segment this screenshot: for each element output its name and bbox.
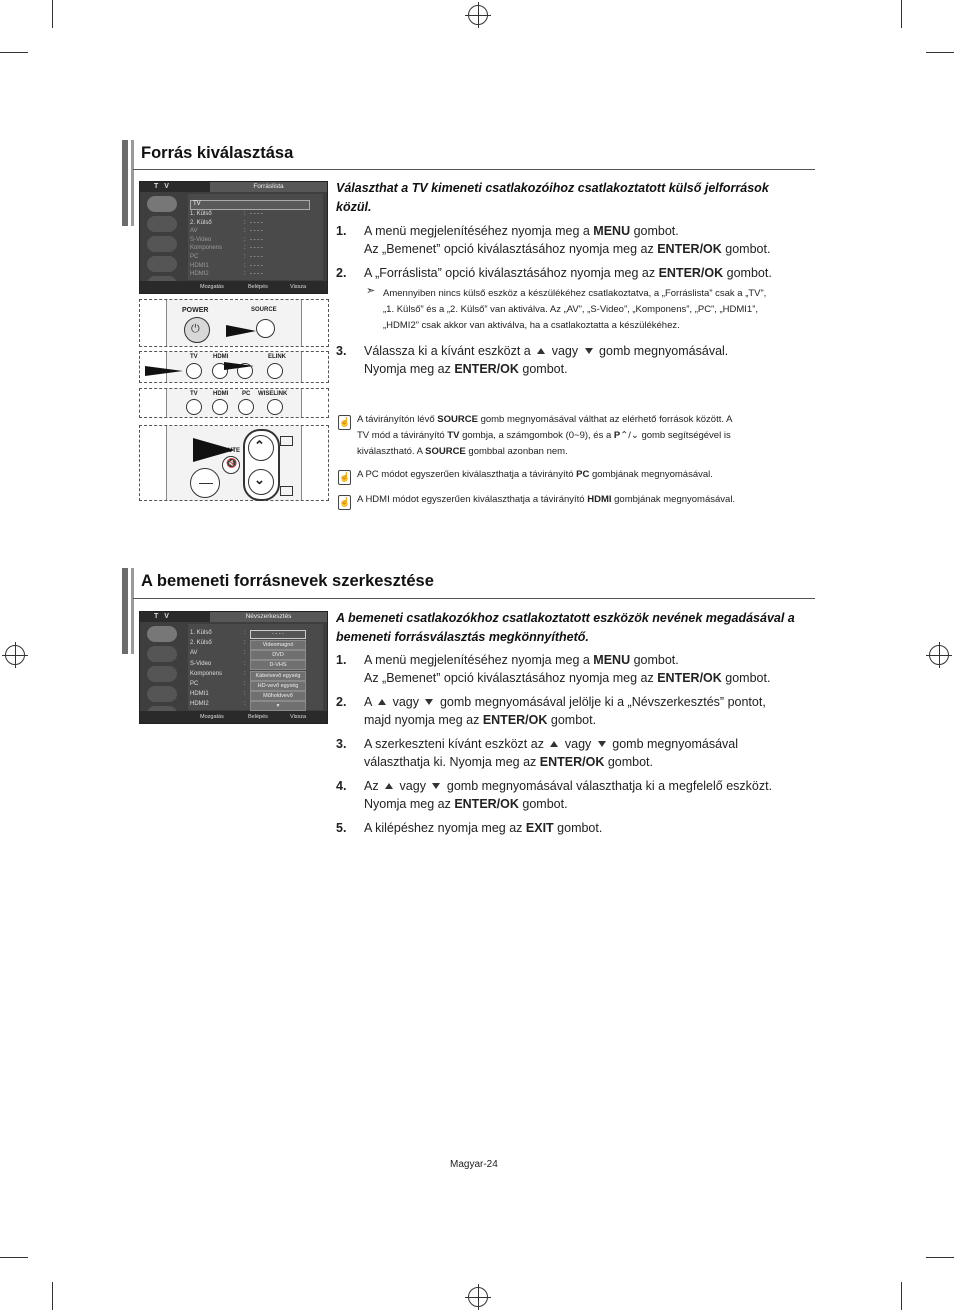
screen-header (140, 182, 327, 192)
crop-mark (52, 0, 53, 28)
row-colon: : (244, 211, 246, 217)
screen-footer (140, 281, 327, 293)
note-hand-icon: ☝ (338, 495, 351, 510)
note-hand-icon: ☝ (338, 470, 351, 485)
row-colon: : (244, 254, 246, 260)
elink-label: ELINK (268, 354, 286, 360)
device-option[interactable]: DVD (250, 650, 306, 660)
more-options-arrow-icon[interactable]: ▾ (250, 701, 306, 711)
note-hand-icon: ☝ (338, 415, 351, 430)
page-down-icon (280, 486, 293, 496)
elink-button[interactable] (267, 363, 283, 379)
crop-mark (926, 52, 954, 53)
registration-mark-icon (468, 5, 488, 25)
name-edit-screen (139, 611, 328, 724)
source-row-label[interactable]: HDMI1 (190, 262, 209, 269)
name-edit-pane (188, 624, 323, 710)
source-list-pane (188, 194, 323, 280)
name-edit-row-label[interactable]: HDMI2 (190, 701, 209, 708)
row-colon: : (244, 262, 246, 269)
row-colon: : (244, 236, 246, 243)
screen-tv-label: T V (154, 613, 171, 620)
registration-mark-icon (468, 1287, 488, 1307)
hdmi-label: HDMI (213, 391, 229, 397)
screen-footer (140, 711, 327, 723)
crop-mark (901, 0, 902, 28)
row-colon: : (244, 660, 246, 667)
minus-icon: — (199, 474, 213, 490)
pc-button[interactable] (238, 399, 254, 415)
step-text: A szerkeszteni kívánt eszközt az vagy gomb megnyomásával választhatja ki. Nyomja meg az ENTER/OK gombot. (364, 737, 739, 769)
section-title: Forrás kiválasztása (141, 144, 294, 162)
volume-down-button[interactable] (190, 468, 220, 498)
screen-title: Forráslista (210, 182, 327, 192)
section1-note-1: A távirányítón lévő SOURCE gomb megnyomásával válthat az elérhető források között. A TV mód a távirányító TV gombja, a számgombok (0~9), és a P⌃/⌄ gomb segítségével is kiválasztható. A SOURCE gombbal azonban nem. (357, 414, 733, 457)
row-colon: : (244, 630, 246, 636)
first-value-box[interactable]: - - - - (250, 630, 306, 639)
source-row-label[interactable]: Komponens (190, 245, 223, 252)
device-option[interactable]: HD-vevő egység (250, 681, 306, 691)
sound-menu-icon (147, 666, 177, 682)
tv-button[interactable] (186, 363, 202, 379)
up-arrow-icon (537, 348, 545, 354)
wiselink-label: WISELINK (258, 391, 288, 397)
source-row-label[interactable]: 1. Külső (190, 211, 212, 217)
down-arrow-icon (432, 783, 440, 789)
section1-step-1 (336, 222, 806, 258)
input-menu-icon (147, 626, 177, 642)
registration-mark-icon (929, 645, 949, 665)
source-row-label[interactable]: AV (190, 228, 198, 235)
down-arrow-icon (585, 348, 593, 354)
source-row-value: - - - - (250, 271, 263, 278)
row-colon: : (244, 219, 246, 226)
device-option[interactable]: Műholdvevő (250, 691, 306, 701)
crop-mark (0, 52, 28, 53)
step-text: Válassza ki a kívánt eszközt a vagy gomb megnyomásával. Nyomja meg az ENTER/OK gombot. (364, 344, 729, 376)
row-colon: : (244, 681, 246, 687)
section1-step-3 (336, 342, 806, 378)
footer-enter: Belépés (248, 714, 268, 720)
name-edit-row-label[interactable]: S-Video (190, 660, 212, 667)
chevron-up-icon: ⌃ (254, 438, 265, 453)
step-text: A kilépéshez nyomja meg az EXIT gombot. (364, 821, 603, 835)
row-colon: : (244, 691, 246, 698)
input-menu-icon (147, 196, 177, 212)
name-edit-row-label[interactable]: 2. Külső (190, 640, 212, 647)
row-colon: : (244, 650, 246, 657)
section-bar (131, 568, 134, 654)
device-option[interactable]: Kábelvevő egység (250, 671, 306, 681)
source-row-value: - - - - (250, 236, 263, 243)
page-up-icon (280, 436, 293, 446)
row-colon: : (244, 228, 246, 235)
tv-label: TV (190, 391, 198, 397)
row-colon: : (244, 245, 246, 252)
step-text: Az vagy gomb megnyomásával választhatja ki a megfelelő eszközt. Nyomja meg az ENTER/OK gombot. (364, 779, 773, 811)
channel-menu-icon (147, 686, 177, 702)
name-edit-row-label[interactable]: PC (190, 681, 199, 687)
step-number: 3. (336, 344, 347, 358)
registration-mark-icon (5, 645, 25, 665)
source-button[interactable] (256, 319, 275, 338)
step-number: 1. (336, 224, 347, 238)
name-edit-row-label[interactable]: HDMI1 (190, 691, 209, 698)
power-button[interactable] (184, 317, 210, 343)
section1-note-2: A PC módot egyszerűen kiválaszthatja a távirányító PC gombjának megnyomásával. (357, 469, 713, 480)
step-text: A vagy gomb megnyomásával jelölje ki a „Névszerkesztés” pontot, majd nyomja meg az ENTER/OK gombot. (364, 695, 766, 727)
up-arrow-icon (550, 741, 558, 747)
pointer-arrow-icon (226, 325, 256, 337)
crop-mark (52, 1282, 53, 1310)
step-number: 5. (336, 821, 347, 835)
section1-note-3: A HDMI módot egyszerűen kiválaszthatja a távirányító HDMI gombjának megnyomásával. (357, 494, 736, 505)
remote-panel-channel (139, 425, 329, 501)
section2-intro: A bemeneti csatlakozókhoz csatlakoztatott eszközök nevének megadásával a bemeneti forrásválasztás megkönnyíthető. (336, 611, 795, 644)
down-arrow-icon (425, 699, 433, 705)
section-bar (122, 140, 128, 226)
channel-down-button[interactable] (248, 469, 274, 495)
source-row-value: - - - - (250, 211, 263, 217)
picture-menu-icon (147, 216, 177, 232)
chevron-down-icon: ⌄ (630, 430, 639, 441)
power-icon: ⏻ (191, 323, 200, 335)
sound-menu-icon (147, 236, 177, 252)
source-row-label[interactable]: 2. Külső (190, 219, 212, 226)
name-edit-row-label[interactable]: Komponens (190, 670, 223, 677)
step-number: 4. (336, 779, 347, 793)
step-number: 2. (336, 695, 347, 709)
row-colon: : (244, 670, 246, 677)
wiselink-button[interactable] (267, 399, 283, 415)
channel-rocker (243, 429, 280, 501)
page-number: Magyar-24 (450, 1159, 498, 1170)
arrow-note-icon: ➣ (366, 285, 376, 297)
step-number: 2. (336, 266, 347, 280)
hdmi-label: HDMI (213, 354, 229, 360)
crop-mark (901, 1282, 902, 1310)
row-colon: : (244, 271, 246, 278)
screen-tv-label: T V (154, 183, 171, 190)
section-title: A bemeneti forrásnevek szerkesztése (141, 572, 434, 590)
footer-back: Vissza (290, 714, 307, 720)
channel-up-button[interactable] (248, 435, 274, 461)
step-text: A „Forráslista” opció kiválasztásához nyomja meg az ENTER/OK gombot. (364, 266, 772, 280)
device-option[interactable]: Videomagnó (250, 640, 306, 650)
row-colon: : (244, 640, 246, 647)
section-bar (122, 568, 128, 654)
mute-icon: 🔇 (226, 458, 238, 468)
step-text: A menü megjelenítéséhez nyomja meg a MENU gombot. Az „Bemenet” opció kiválasztásához nyomja meg az ENTER/OK gombot. (364, 224, 771, 256)
footer-move: Mozgatás (200, 714, 224, 720)
pointer-arrow-icon (224, 362, 254, 370)
power-label: POWER (182, 307, 209, 314)
down-arrow-icon (598, 741, 606, 747)
selected-source-label: TV (193, 201, 201, 207)
selected-source-row[interactable] (190, 200, 310, 210)
source-row-label[interactable]: HDMI2 (190, 271, 209, 278)
crop-mark (0, 1257, 28, 1258)
pointer-arrow-icon (145, 366, 183, 376)
footer-enter: Belépés (248, 284, 268, 290)
chevron-up-icon: ⌃ (620, 430, 629, 441)
name-edit-row-label[interactable]: 1. Külső (190, 630, 212, 636)
name-edit-row-label[interactable]: AV (190, 650, 198, 657)
section1-subnote: Amennyiben nincs külső eszköz a készülékéhez csatlakoztatva, a „Forráslista” csak a „TV”, „1. Külső” és a „2. Külső” van aktiválva. Az „AV”, „S-Video”, „Komponens”, „PC”, „HDMI1”, „HDMI2” csak akkor van aktiválva, ha a csatlakoztatta a készülékéhez. (383, 288, 767, 331)
section1-step-2 (336, 264, 806, 282)
section-rule (133, 598, 815, 599)
section-rule (133, 169, 815, 170)
source-row-value: - - - - (250, 262, 263, 269)
screen-header (140, 612, 327, 622)
tv-label: TV (190, 354, 198, 360)
source-list-screen (139, 181, 328, 294)
remote-panel-tv-hdmi (139, 351, 329, 383)
channel-menu-icon (147, 256, 177, 272)
footer-back: Vissza (290, 284, 307, 290)
menu-icon-column (144, 624, 182, 710)
up-arrow-icon (385, 783, 393, 789)
source-row-label[interactable]: PC (190, 254, 199, 260)
step-number: 1. (336, 653, 347, 667)
crop-mark (926, 1257, 954, 1258)
chevron-down-icon: ⌄ (254, 472, 265, 487)
source-row-value: - - - - (250, 245, 263, 252)
tv-button[interactable] (186, 399, 202, 415)
footer-move: Mozgatás (200, 284, 224, 290)
pointer-arrow-icon (193, 438, 235, 462)
remote-panel-power-source (139, 299, 329, 347)
source-label: SOURCE (251, 307, 277, 313)
mute-label: UTE (228, 448, 240, 454)
step-number: 3. (336, 737, 347, 751)
step-text: A menü megjelenítéséhez nyomja meg a MENU gombot. Az „Bemenet” opció kiválasztásához nyomja meg az ENTER/OK gombot. (364, 653, 771, 685)
screen-title: Névszerkesztés (210, 612, 327, 622)
menu-icon-column (144, 194, 182, 280)
source-row-value: - - - - (250, 219, 263, 226)
source-row-label[interactable]: S-Video (190, 236, 212, 243)
row-colon: : (244, 701, 246, 708)
picture-menu-icon (147, 646, 177, 662)
device-option[interactable]: D-VHS (250, 660, 306, 670)
up-arrow-icon (378, 699, 386, 705)
source-row-value: - - - - (250, 228, 263, 235)
section1-intro: Választhat a TV kimeneti csatlakozóihoz csatlakoztatott külső jelforrások közül. (336, 181, 769, 214)
section-bar (131, 140, 134, 226)
remote-panel-tv-hdmi-pc (139, 388, 329, 418)
source-row-value: - - - - (250, 254, 263, 260)
pc-label: PC (242, 391, 251, 397)
hdmi-button[interactable] (212, 399, 228, 415)
